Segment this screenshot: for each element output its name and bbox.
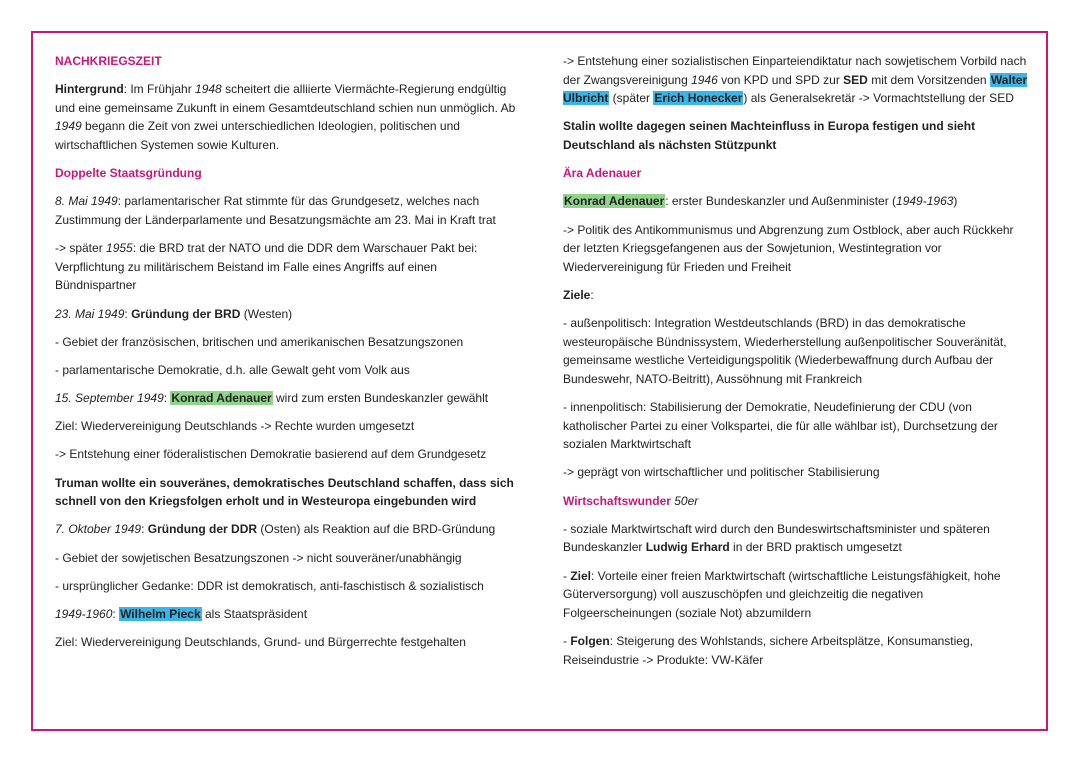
paragraph-brd-founding: 23. Mai 1949: Gründung der BRD (Westen)	[55, 306, 293, 321]
paragraph-folgen: - Folgen: Steigerung des Wohlstands, sichere Arbeitsplätze, Konsumanstieg, Reiseindustrie -> Produkte: VW-Käfer	[563, 633, 973, 667]
paragraph-ddr-goal: Ziel: Wiedervereinigung Deutschlands, Grund- und Bürgerrechte festgehalten	[55, 635, 466, 650]
paragraph-ddr-idea: - ursprünglicher Gedanke: DDR ist demokratisch, anti-faschistisch & sozialistisch	[55, 578, 484, 593]
paragraph-nato: -> später 1955: die BRD trat der NATO und die DDR dem Warschauer Pakt bei: Verpflichtung zu militärischem Beistand im Falle eines Angriffs auf einen Bündnispartner	[55, 241, 478, 293]
section-heading-adenauer: Ära Adenauer	[563, 166, 642, 181]
paragraph-innenpolitisch: - innenpolitisch: Stabilisierung der Demokratie, Neudefinierung der CDU (von katholischer Partei zu einer Volkspartei, die für alle wählbar ist), Durchsetzung der sozialen Marktwirtschaft	[563, 400, 998, 452]
paragraph-truman: Truman wollte ein souveränes, demokratisches Deutschland schaffen, dass sich schnell von den Kriegsfolgen erholt und in Westeuropa eingebunden wird	[55, 475, 514, 509]
paragraph-brd-territory: - Gebiet der französischen, britischen und amerikanischen Besatzungszonen	[55, 334, 464, 349]
paragraph-stabilisierung: -> geprägt von wirtschaftlicher und politischer Stabilisierung	[563, 465, 880, 480]
paragraph-federalism: -> Entstehung einer föderalistischen Demokratie basierend auf dem Grundgesetz	[55, 447, 487, 462]
page-title: NACHKRIEGSZEIT	[55, 54, 162, 68]
paragraph-stalin: Stalin wollte dagegen seinen Machteinfluss in Europa festigen und sieht Deutschland als nächsten Stützpunkt	[563, 119, 976, 152]
ziele-label: Ziele:	[563, 287, 594, 302]
paragraph-adenauer-role: Konrad Adenauer: erster Bundeskanzler und Außenminister (1949-1963)	[564, 194, 958, 209]
highlight-wilhelm-pieck: Wilhelm Pieck	[120, 606, 201, 621]
paragraph-ddr-territory: - Gebiet der sowjetischen Besatzungszonen -> nicht souveräner/unabhängig	[55, 550, 462, 565]
paragraph-adenauer-elected: 15. September 1949: Konrad Adenauer wird zum ersten Bundeskanzler gewählt	[55, 391, 489, 406]
paragraph-ddr-founding: 7. Oktober 1949: Gründung der DDR (Osten) als Reaktion auf die BRD-Gründung	[55, 522, 496, 537]
paragraph-antikommunismus: -> Politik des Antikommunismus und Abgrenzung zum Ostblock, aber auch Rückkehr der letzten Kriegsgefangenen aus der Sowjetunion, Westintegration vor Wiedervereinigung für Frieden und Freiheit	[563, 222, 1014, 274]
paragraph-pieck: 1949-1960: Wilhelm Pieck als Staatspräsident	[55, 606, 308, 621]
paragraph-sed: -> Entstehung einer sozialistischen Einparteiendiktatur nach sowjetischem Vorbild nach der Zwangsvereinigung 1946 von KPD und SPD zur SED mit dem Vorsitzenden Walter Ulbricht (später Erich Honecker) als Generalsekretär -> Vormachtstellung der SED	[563, 54, 1028, 106]
highlight-walter-ulbricht: Walter Ulbricht	[563, 72, 1028, 106]
intro-label: Hintergrund	[55, 82, 124, 97]
highlight-konrad-adenauer-2: Konrad Adenauer	[564, 194, 665, 209]
section-heading-staatsgruendung: Doppelte Staatsgründung	[55, 166, 202, 181]
paragraph-brd-goal: Ziel: Wiedervereinigung Deutschlands -> Rechte wurden umgesetzt	[55, 419, 415, 434]
paragraph-grundgesetz: 8. Mai 1949: parlamentarischer Rat stimmte für das Grundgesetz, welches nach Zustimmung der Länderparlamente und Besatzungsmächte am 23. Mai in Kraft trat	[55, 194, 496, 227]
right-column	[563, 52, 1028, 679]
paragraph-marktwirtschaft: - soziale Marktwirtschaft wird durch den Bundeswirtschaftsminister und späteren Bundeskanzler Ludwig Erhard in der BRD praktisch umgesetzt	[563, 521, 990, 555]
section-heading-wirtschaftswunder: Wirtschaftswunder 50er	[563, 493, 699, 508]
intro-paragraph: Hintergrund: Im Frühjahr 1948 scheitert die alliierte Viermächte-Regierung endgültig und eine gemeinsame Zukunft in einem Gesamtdeutschland schien nun unmöglich. Ab 1949 begann die Zeit von zwei unterschiedlichen Ideologien, politischen und wirtschaftlichen Systemen sowie Kulturen.	[55, 82, 516, 152]
paragraph-ziel: - Ziel: Vorteile einer freien Marktwirtschaft (wirtschaftliche Leistungsfähigkeit, hohe Güterversorgung) voll auszuschöpfen und gleichzeitig die negativen Folgeerscheinungen (soziale Not) abzumildern	[563, 568, 1001, 620]
paragraph-aussenpolitisch: - außenpolitisch: Integration Westdeutschlands (BRD) in das demokratische westeuropäische Bündnissystem, Wiederherstellung außenpolitischer Souveränität, gemeinsame westliche Verteidigungspolitik (Wiederbewaffnung durch Aufbau der Bundeswehr, NATO-Beitritt), Aussöhnung mit Frankreich	[563, 316, 1007, 386]
highlight-konrad-adenauer: Konrad Adenauer	[171, 391, 272, 406]
highlight-erich-honecker: Erich Honecker	[654, 91, 743, 106]
paragraph-brd-democracy: - parlamentarische Demokratie, d.h. alle Gewalt geht vom Volk aus	[55, 362, 410, 377]
left-column	[55, 52, 520, 661]
